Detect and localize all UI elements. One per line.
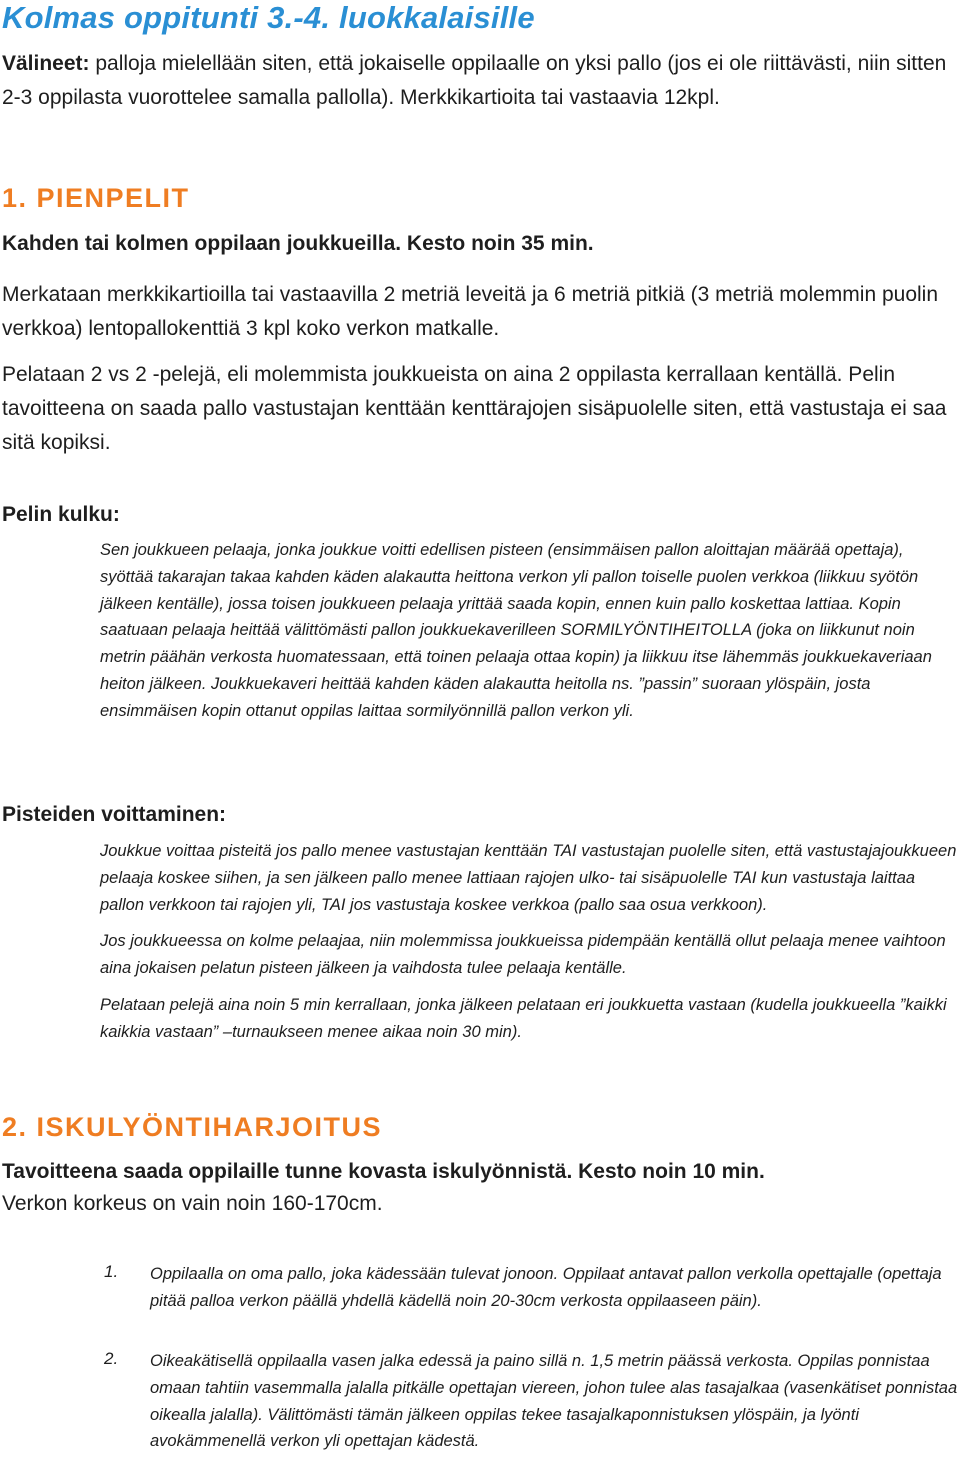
step-1-text: Oppilaalla on oma pallo, joka kädessään tulevat jonoon. Oppilaat antavat pallon verkolla opettajalle (opettaja pitää palloa verkon päällä yhdellä kädellä noin 20-30cm verkosta oppilaaseen päin).: [150, 1265, 942, 1310]
points-paragraph-2: Jos joukkueessa on kolme pelaajaa, niin molemmissa joukkueissa pidempään kentällä ollut pelaaja menee vaihtoon aina jokaisen pelatun pisteen jälkeen ja vaihdosta tulee pelaaja kentälle.: [100, 932, 946, 978]
section2-heading: 2. ISKULYÖNTIHARJOITUS: [2, 1112, 383, 1142]
intro-label: Välineet:: [2, 52, 90, 75]
intro-text: palloja mielellään siten, että jokaiselle oppilaalle on yksi pallo (jos ei ole riittävästi, niin sitten 2-3 oppilasta vuorottelee samalla pallolla). Merkkikartioita tai vastaavia 12kpl.: [2, 52, 947, 109]
section1-paragraph-2: Pelataan 2 vs 2 -pelejä, eli molemmista joukkueista on aina 2 oppilasta kerrallaan kentällä. Pelin tavoitteena on saada pallo vastustajan kenttään kenttärajojen sisäpuolelle siten, että vastustaja ei saa sitä kopiksi.: [2, 363, 947, 454]
intro-paragraph: [2, 47, 954, 115]
course-label: Pelin kulku:: [2, 503, 120, 526]
points-paragraph-3: Pelataan pelejä aina noin 5 min kerrallaan, jonka jälkeen pelataan eri joukkuetta vastaan (kudella joukkueella ”kaikki kaikkia vastaan” –turnaukseen menee aikaa noin 30 min).: [100, 995, 947, 1041]
points-label: Pisteiden voittaminen:: [2, 803, 227, 826]
step-2-text: Oikeakätisellä oppilaalla vasen jalka edessä ja paino sillä n. 1,5 metrin päässä verkosta. Oppilas ponnistaa omaan tahtiin vasemmalla jalalla pitkälle opettajan viereen, johon tulee alas tasajalkaa (vasenkätiset ponnistaa oikealla jalalla). Välittömästi tämän jälkeen oppilas tekee tasajalkaponnistuksen ylöspäin, ja lyönti avokämmenellä verkon yli opettajan kädestä.: [150, 1352, 958, 1451]
step-2-number: 2.: [104, 1349, 119, 1368]
points-section: [100, 838, 958, 1056]
page-title: Kolmas oppitunti 3.-4. luokkalaisille: [2, 0, 535, 35]
section1-paragraph-1: Merkataan merkkikartioilla tai vastaavilla 2 metriä leveitä ja 6 metriä pitkiä (3 metriä molemmin puolin verkkoa) lentopallokenttiä 3 kpl koko verkon matkalle.: [2, 283, 939, 340]
course-text: Sen joukkueen pelaaja, jonka joukkue voitti edellisen pisteen (ensimmäisen pallon aloittajan määrää opettaja), syöttää takarajan takaa kahden käden alakautta heittona verkon yli pallon toiselle puolen verkkoa (liikkuu syötön jälkeen kentälle), jossa toisen joukkueen pelaaja yrittää saada kopin, ennen kuin pallo koskettaa lattiaa. Kopin saatuaan pelaaja heittää välittömästi pallon joukkuekaverilleen SORMILYÖNTIHEITOLLA (joka on liikkunut noin metrin päähän verkosta huomatessaan, että toinen pelaaja ottaa kopin) ja liikkuu itse lähemmäs joukkuekaveriaan heiton jälkeen. Joukkuekaveri heittää kahden käden alakautta heitolla ns. ”passin” suoraan ylöspäin, josta ensimmäisen kopin ottanut oppilas laittaa sormilyönnillä pallon verkon yli.: [100, 541, 932, 720]
section1-heading: 1. PIENPELIT: [2, 183, 190, 213]
section2-goal: Tavoitteena saada oppilaille tunne kovasta iskulyönnistä. Kesto noin 10 min.: [2, 1160, 765, 1183]
step-1-number: 1.: [104, 1262, 119, 1281]
section1-subtitle: Kahden tai kolmen oppilaan joukkueilla. Kesto noin 35 min.: [2, 232, 594, 255]
section2-net-height: Verkon korkeus on vain noin 160-170cm.: [2, 1192, 383, 1215]
points-paragraph-1: Joukkue voittaa pisteitä jos pallo menee vastustajan kenttään TAI vastustajan puolelle siten, että vastustajajoukkueen pelaaja koskee siihen, ja sen jälkeen pallo menee lattiaan rajojen ulko- tai sisäpuolelle TAI kun vastustaja laittaa pallon verkkoon tai rajojen yli, TAI jos vastustaja koskee verkkoa (pallo saa osua verkkoon).: [100, 842, 957, 914]
